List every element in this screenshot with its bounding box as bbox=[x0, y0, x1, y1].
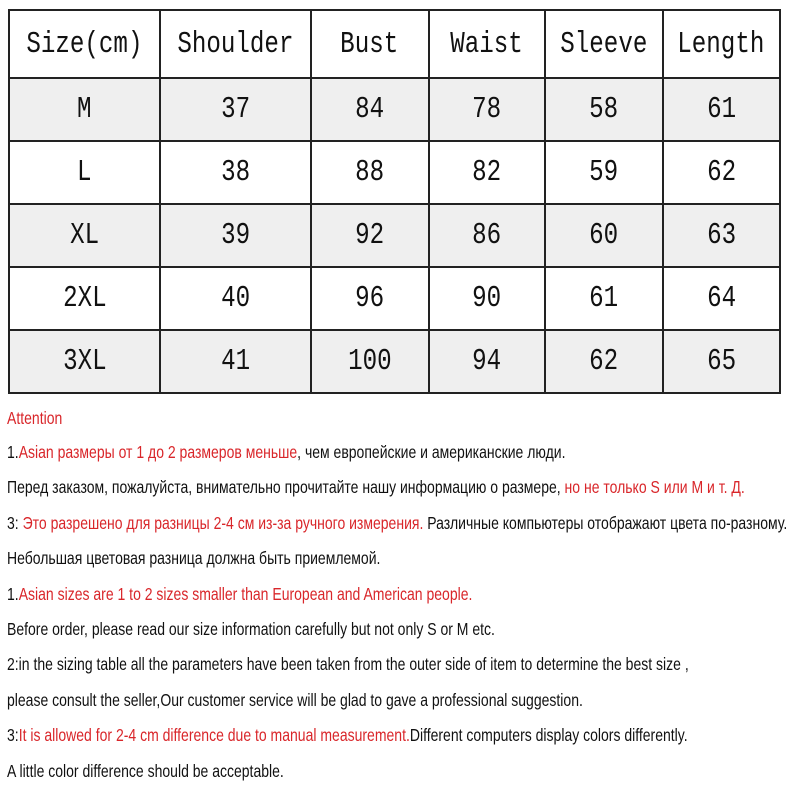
note-text: A little color difference should be acceptable. bbox=[7, 760, 284, 781]
table-cell bbox=[311, 10, 429, 78]
table-cell bbox=[545, 10, 663, 78]
table-cell bbox=[160, 267, 311, 330]
note-text: Перед заказом, пожалуйста, внимательно прочитайте нашу информацию о размере, bbox=[7, 477, 565, 498]
cell-text: 39 bbox=[220, 218, 250, 253]
note-line bbox=[7, 470, 800, 505]
note-text: 1. bbox=[7, 442, 19, 462]
table-cell bbox=[9, 78, 160, 141]
cell-text: 100 bbox=[347, 344, 392, 379]
note-text: Before order, please read our size information carefully but not only S or M etc. bbox=[7, 618, 495, 639]
note-line bbox=[7, 718, 800, 753]
cell-text: 59 bbox=[589, 155, 619, 190]
table-cell bbox=[160, 10, 311, 78]
size-chart-table bbox=[8, 9, 781, 394]
table-cell bbox=[160, 141, 311, 204]
note-highlight: Asian размеры от 1 до 2 размеров меньше bbox=[18, 442, 298, 462]
cell-text: 78 bbox=[472, 92, 502, 127]
cell-text: Waist bbox=[450, 26, 523, 62]
note-text: please consult the seller,Our customer service will be glad to gave a professional suggestion. bbox=[7, 689, 583, 710]
table-cell bbox=[545, 78, 663, 141]
note-highlight: но не только S или M и т. Д. bbox=[564, 477, 745, 498]
note-text: Different computers display colors differently. bbox=[409, 725, 688, 746]
note-highlight: It is allowed for 2-4 cm difference due to manual measurement. bbox=[18, 725, 410, 746]
table-cell bbox=[9, 141, 160, 204]
cell-text: Shoulder bbox=[177, 26, 294, 62]
table-cell bbox=[429, 141, 545, 204]
table-row bbox=[9, 204, 780, 267]
table-cell bbox=[429, 204, 545, 267]
cell-text: 41 bbox=[220, 344, 250, 379]
cell-text: 38 bbox=[220, 155, 250, 190]
table-cell bbox=[311, 141, 429, 204]
table-cell bbox=[545, 267, 663, 330]
table-cell bbox=[311, 330, 429, 393]
table-cell bbox=[663, 204, 780, 267]
cell-text: 37 bbox=[220, 92, 250, 127]
cell-text: 64 bbox=[706, 281, 736, 316]
cell-text: 88 bbox=[355, 155, 385, 190]
note-line bbox=[7, 577, 800, 612]
cell-text: 40 bbox=[220, 281, 250, 316]
cell-text: Length bbox=[677, 26, 765, 62]
cell-text: 58 bbox=[589, 92, 619, 127]
cell-text: Bust bbox=[340, 26, 399, 62]
cell-text: 82 bbox=[472, 155, 502, 190]
cell-text: 2XL bbox=[62, 281, 107, 316]
cell-text: M bbox=[77, 92, 92, 127]
cell-text: 61 bbox=[706, 92, 736, 127]
cell-text: 92 bbox=[355, 218, 385, 253]
note-text: Небольшая цветовая разница должна быть приемлемой. bbox=[7, 548, 381, 569]
table-cell bbox=[160, 78, 311, 141]
table-cell bbox=[663, 78, 780, 141]
cell-text: 62 bbox=[706, 155, 736, 190]
cell-text: Sleeve bbox=[560, 26, 648, 62]
note-line bbox=[7, 506, 800, 541]
cell-text: 60 bbox=[589, 218, 619, 253]
table-cell bbox=[429, 10, 545, 78]
table-cell bbox=[9, 10, 160, 78]
table-cell bbox=[545, 141, 663, 204]
table-cell bbox=[429, 78, 545, 141]
table-cell bbox=[663, 330, 780, 393]
note-line bbox=[7, 435, 800, 470]
note-text: 3: bbox=[7, 725, 19, 746]
note-highlight: Это разрешено для разницы 2-4 см из-за ручного измерения. bbox=[22, 512, 424, 533]
table-row bbox=[9, 141, 780, 204]
attention-notes bbox=[7, 402, 800, 789]
table-cell bbox=[311, 267, 429, 330]
cell-text: L bbox=[77, 155, 92, 190]
note-line bbox=[7, 647, 800, 682]
cell-text: 86 bbox=[472, 218, 502, 253]
note-line bbox=[7, 612, 800, 647]
cell-text: 3XL bbox=[62, 344, 107, 379]
cell-text: Size(cm) bbox=[26, 26, 143, 62]
note-line bbox=[7, 541, 800, 576]
note-line bbox=[7, 683, 800, 718]
table-row bbox=[9, 267, 780, 330]
table-cell bbox=[545, 204, 663, 267]
table-cell bbox=[160, 330, 311, 393]
note-text: 2:in the sizing table all the parameters have been taken from the outer side of item to determine the best size , bbox=[7, 654, 689, 675]
note-line bbox=[7, 754, 800, 789]
table-header-row bbox=[9, 10, 780, 78]
table-cell bbox=[545, 330, 663, 393]
cell-text: 94 bbox=[472, 344, 502, 379]
note-text: 1. bbox=[7, 583, 19, 604]
table-row bbox=[9, 78, 780, 141]
table-cell bbox=[429, 330, 545, 393]
cell-text: 61 bbox=[589, 281, 619, 316]
cell-text: 65 bbox=[706, 344, 736, 379]
cell-text: 62 bbox=[589, 344, 619, 379]
attention-title: Attention bbox=[7, 408, 63, 428]
cell-text: XL bbox=[69, 218, 99, 253]
table-cell bbox=[663, 267, 780, 330]
table-cell bbox=[663, 141, 780, 204]
note-text: 3: bbox=[7, 512, 23, 533]
cell-text: 63 bbox=[706, 218, 736, 253]
cell-text: 96 bbox=[355, 281, 385, 316]
table-cell bbox=[663, 10, 780, 78]
note-highlight: Asian sizes are 1 to 2 sizes smaller than European and American people. bbox=[18, 583, 473, 604]
table-cell bbox=[160, 204, 311, 267]
note-text: , чем европейские и американские люди. bbox=[297, 442, 566, 462]
note-text: Различные компьютеры отображают цвета по-разному. bbox=[423, 512, 788, 533]
cell-text: 84 bbox=[355, 92, 385, 127]
cell-text: 90 bbox=[472, 281, 502, 316]
table-cell bbox=[311, 78, 429, 141]
table-cell bbox=[311, 204, 429, 267]
table-cell bbox=[9, 267, 160, 330]
table-cell bbox=[429, 267, 545, 330]
table-cell bbox=[9, 204, 160, 267]
table-row bbox=[9, 330, 780, 393]
table-cell bbox=[9, 330, 160, 393]
